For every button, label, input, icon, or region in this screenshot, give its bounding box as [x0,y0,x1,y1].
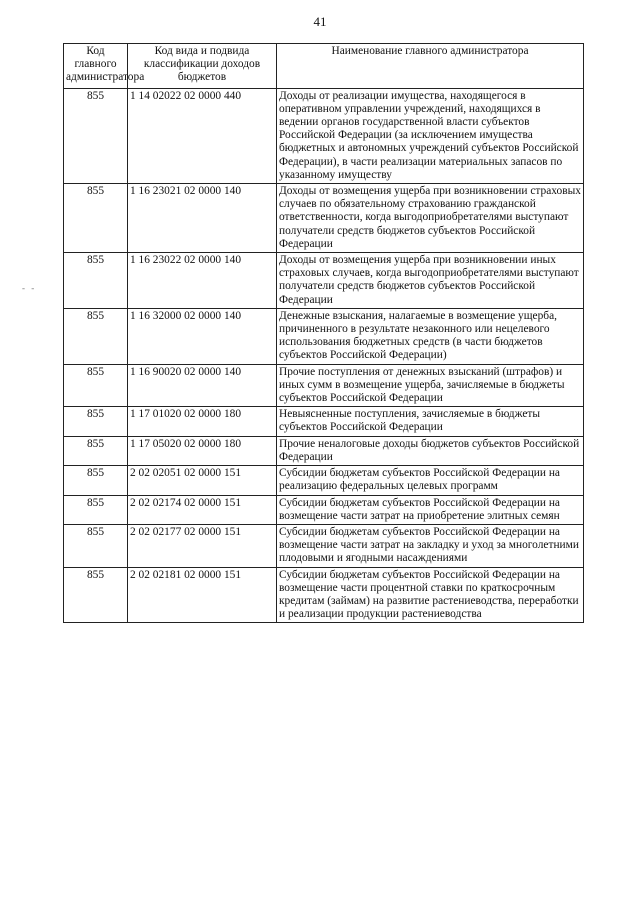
budget-administrators-table [63,43,584,623]
table-row [64,364,584,407]
row-name: Доходы от возмещения ущерба при возникновении иных страховых случаев, когда выгодоприобретателями выступают получатели средств бюджетов субъектов Российской Федерации [277,253,584,309]
row-code: 855 [64,466,128,495]
row-classification: 2 02 02181 02 0000 151 [128,567,277,623]
table-row [64,495,584,524]
row-classification: 2 02 02174 02 0000 151 [128,495,277,524]
row-classification: 1 17 01020 02 0000 180 [128,407,277,436]
table-row [64,308,584,364]
row-name: Субсидии бюджетам субъектов Российской Федерации на возмещение части процентной ставки по краткосрочным кредитам (займам) на развитие растениеводства, переработки и реализации продукции растениеводства [277,567,584,623]
row-code: 855 [64,436,128,465]
table-row [64,253,584,309]
row-classification: 1 14 02022 02 0000 440 [128,88,277,183]
table-header-row [64,44,584,89]
row-code: 855 [64,495,128,524]
row-name: Прочие поступления от денежных взысканий (штрафов) и иных сумм в возмещение ущерба, зачисляемые в бюджеты субъектов Российской Федерации [277,364,584,407]
margin-mark: - - [22,283,37,293]
row-name: Прочие неналоговые доходы бюджетов субъектов Российской Федерации [277,436,584,465]
row-classification: 2 02 02177 02 0000 151 [128,524,277,567]
row-name: Субсидии бюджетам субъектов Российской Федерации на реализацию федеральных целевых программ [277,466,584,495]
row-code: 855 [64,524,128,567]
row-classification: 1 16 23022 02 0000 140 [128,253,277,309]
row-classification: 1 16 23021 02 0000 140 [128,184,277,253]
row-classification: 1 16 90020 02 0000 140 [128,364,277,407]
row-classification: 2 02 02051 02 0000 151 [128,466,277,495]
header-classification: Код вида и подвида классификации доходов бюджетов [128,44,277,89]
row-classification: 1 16 32000 02 0000 140 [128,308,277,364]
row-name: Невыясненные поступления, зачисляемые в бюджеты субъектов Российской Федерации [277,407,584,436]
row-code: 855 [64,88,128,183]
row-name: Субсидии бюджетам субъектов Российской Федерации на возмещение части затрат на приобретение элитных семян [277,495,584,524]
table-row [64,466,584,495]
row-name: Доходы от реализации имущества, находящегося в оперативном управлении учреждений, находящихся в ведении органов государственной власти субъектов Российской Федерации (за исключением имущества бюджетных и автономных учреждений субъектов Российской Федерации), в части реализации материальных запасов по указанному имуществу [277,88,584,183]
row-code: 855 [64,567,128,623]
table-row [64,524,584,567]
row-code: 855 [64,364,128,407]
table-row [64,436,584,465]
table-row [64,567,584,623]
row-code: 855 [64,253,128,309]
row-code: 855 [64,184,128,253]
table-row [64,88,584,183]
row-classification: 1 17 05020 02 0000 180 [128,436,277,465]
page-number: 41 [313,14,327,29]
row-name: Денежные взыскания, налагаемые в возмещение ущерба, причиненного в результате незаконного или нецелевого использования бюджетных средств (в части бюджетов субъектов Российской Федерации) [277,308,584,364]
table-row [64,184,584,253]
row-code: 855 [64,407,128,436]
row-name: Доходы от возмещения ущерба при возникновении страховых случаев по обязательному страхованию гражданской ответственности, когда выгодоприобретателями выступают получатели средств бюджетов субъектов Российской Федерации [277,184,584,253]
row-code: 855 [64,308,128,364]
row-name: Субсидии бюджетам субъектов Российской Федерации на возмещение части затрат на закладку и уход за многолетними плодовыми и ягодными насаждениями [277,524,584,567]
header-name: Наименование главного администратора [277,44,584,89]
table-row [64,407,584,436]
header-code: Код главного администратора [64,44,128,89]
